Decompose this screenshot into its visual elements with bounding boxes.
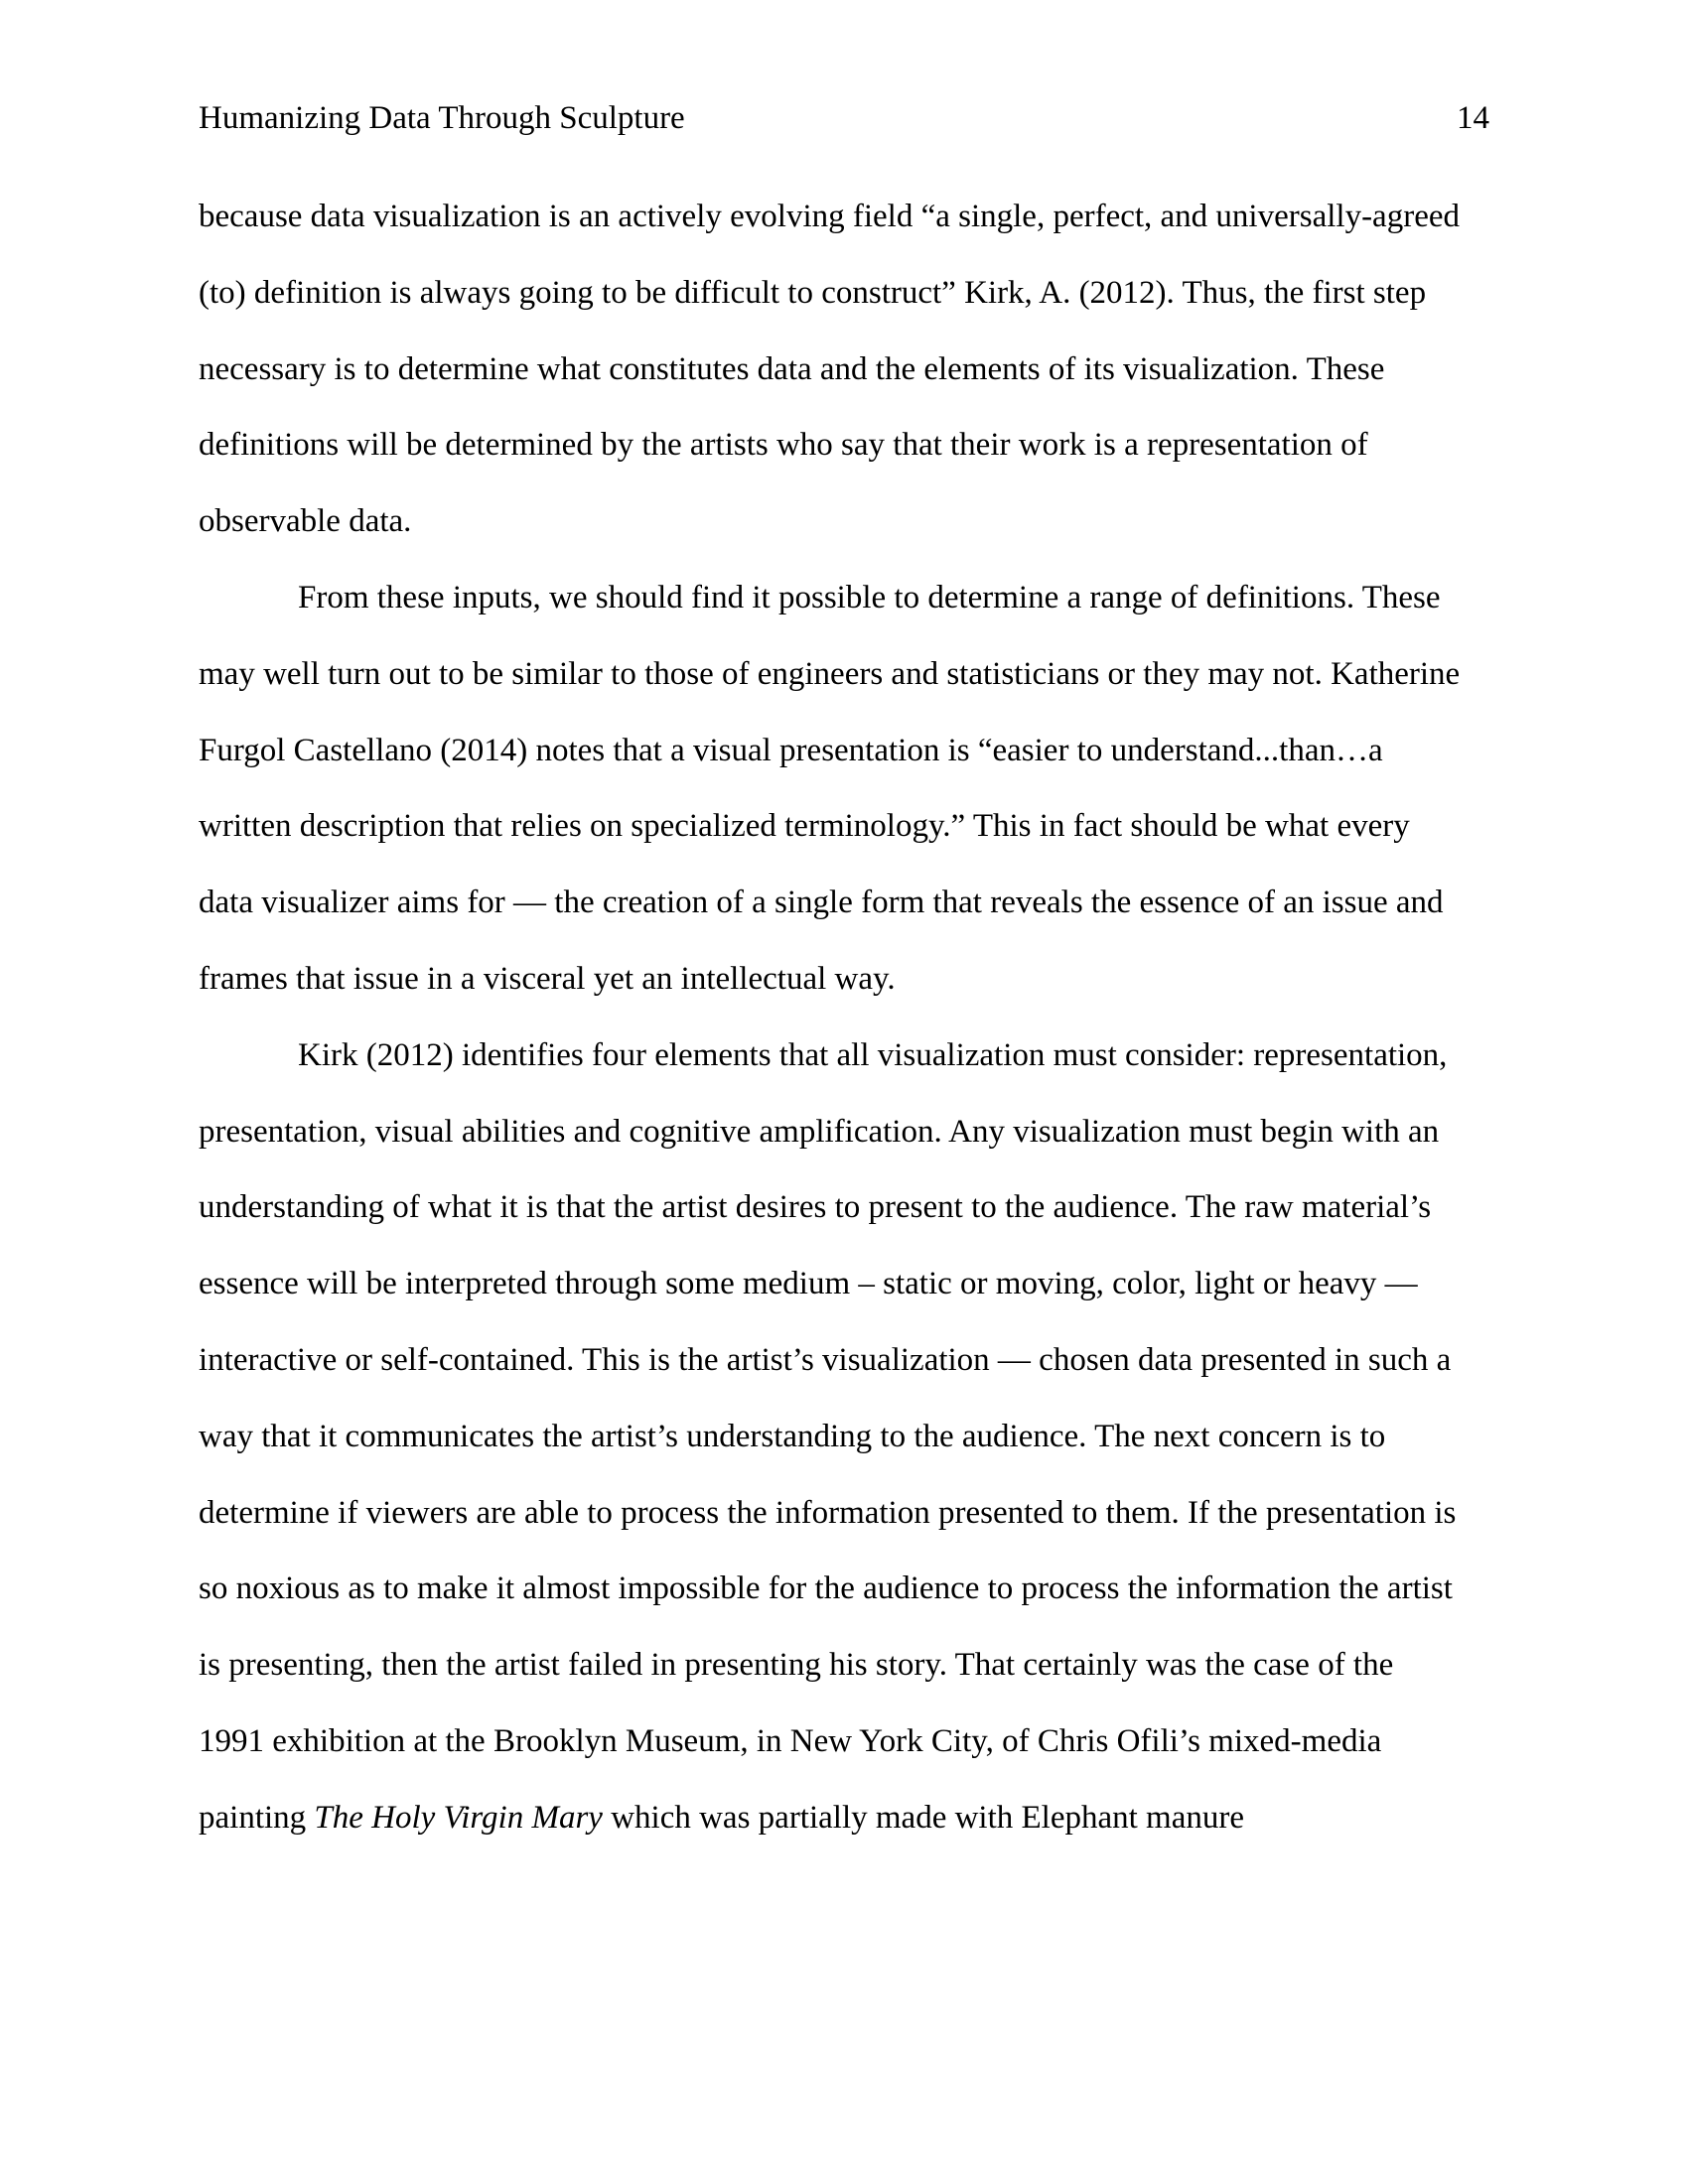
text-line-indented: Kirk (2012) identifies four elements that all visualization must consider: representation,: [298, 1036, 1448, 1073]
text-line: is presenting, then the artist failed in presenting his story. That certainly was the case of the: [199, 1647, 1394, 1684]
text-line-indented: From these inputs, we should find it possible to determine a range of definitions. These: [298, 579, 1441, 615]
text-line: because data visualization is an actively evolving field “a single, perfect, and universally-agreed: [199, 199, 1460, 234]
text-line: Furgol Castellano (2014) notes that a visual presentation is “easier to understand...than…a: [199, 732, 1383, 768]
text-line: so noxious as to make it almost impossible for the audience to process the information the artist: [199, 1570, 1453, 1607]
text-line: frames that issue in a visceral yet an intellectual way.: [199, 960, 896, 997]
text-line: written description that relies on specialized terminology.” This in fact should be what every: [199, 808, 1410, 845]
text-line: may well turn out to be similar to those of engineers and statisticians or they may not. Katherine: [199, 655, 1461, 692]
paragraph-3: [199, 1036, 1489, 1878]
text-line: data visualizer aims for — the creation of a single form that reveals the essence of an issue and: [199, 885, 1444, 921]
text-line: determine if viewers are able to process the information presented to them. If the presentation is: [199, 1494, 1457, 1531]
running-head: Humanizing Data Through Sculpture: [199, 100, 685, 136]
text-line: presentation, visual abilities and cognitive amplification. Any visualization must begin with an: [199, 1113, 1440, 1150]
text-line: essence will be interpreted through some medium – static or moving, color, light or heavy —: [199, 1266, 1418, 1302]
body-text: [199, 201, 1489, 1878]
text-line: 1991 exhibition at the Brooklyn Museum, in New York City, of Chris Ofili’s mixed-media: [199, 1722, 1382, 1759]
paragraph-2: [199, 579, 1489, 1039]
text-line: understanding of what it is that the artist desires to present to the audience. The raw material’s: [199, 1189, 1432, 1226]
text-line: way that it communicates the artist’s understanding to the audience. The next concern is to: [199, 1418, 1386, 1454]
page-number: 14: [1457, 100, 1489, 136]
artwork-title: The Holy Virgin Mary: [314, 1799, 603, 1836]
text-line: (to) definition is always going to be difficult to construct” Kirk, A. (2012). Thus, the first step: [199, 274, 1427, 311]
text-line: observable data.: [199, 503, 412, 540]
text-line: definitions will be determined by the artists who say that their work is a representation of: [199, 427, 1368, 464]
text-run: which was partially made with Elephant manure: [602, 1799, 1244, 1836]
text-line: interactive or self-contained. This is the artist’s visualization — chosen data presented in such a: [199, 1341, 1452, 1378]
text-line-last: [199, 1799, 1489, 1878]
text-line: necessary is to determine what constitutes data and the elements of its visualization. These: [199, 350, 1385, 387]
paragraph-1: [199, 201, 1489, 582]
text-run: painting: [199, 1799, 315, 1836]
